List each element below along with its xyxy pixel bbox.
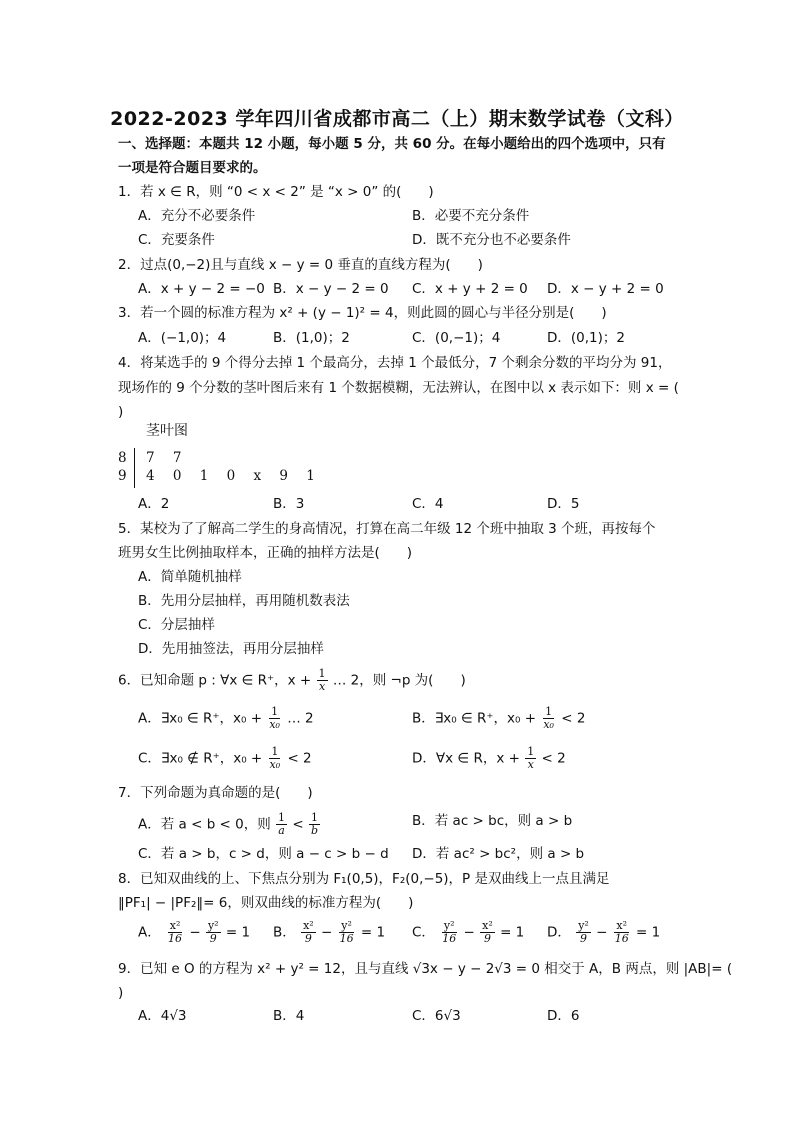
q7-a-frac1-num: 1 — [278, 811, 286, 824]
q4-line3: ) — [118, 404, 124, 420]
q8-b-pre: B． — [273, 924, 296, 941]
q8-a-d2: 9 — [209, 932, 217, 945]
q6-a-fraction — [267, 706, 282, 731]
q6-c-den: x₀ — [269, 758, 281, 771]
q8-option-b — [273, 920, 385, 945]
q7-option-a — [138, 812, 321, 837]
q1-option-d: D．既不充分也不必要条件 — [412, 232, 571, 248]
q8-option-d — [547, 920, 660, 945]
q8-c-frac2 — [480, 920, 495, 945]
q6-d-num: 1 — [527, 745, 535, 758]
q8-option-c — [412, 920, 524, 945]
q6-d-post: < 2 — [541, 750, 566, 767]
q8-d-d1: 9 — [580, 932, 588, 945]
q8-d-n1: y² — [578, 919, 589, 932]
q6-b-den: x₀ — [543, 718, 554, 731]
q8-b-frac1 — [301, 920, 316, 945]
q8-a-n2: y² — [207, 919, 219, 932]
q6-b-pre: B．∃x₀ ∈ R⁺，x₀ + — [412, 710, 537, 727]
q8-c-d2: 9 — [483, 932, 491, 945]
q5-line1: 5．某校为了了解高二学生的身高情况，打算在高二年级 12 个班中抽取 3 个班，再按每个 — [118, 521, 656, 537]
q6-option-c — [138, 746, 312, 771]
q8-d-minus: − — [596, 924, 608, 941]
q6-d-pre: D．∀x ∈ R，x + — [412, 750, 520, 767]
q8-b-n1: x² — [303, 919, 314, 932]
q7-a-pre: A．若 a < b < 0，则 — [138, 816, 271, 833]
q8-c-frac1 — [440, 920, 458, 945]
q8-b-eq: = 1 — [360, 924, 386, 941]
q8-b-frac2 — [338, 920, 356, 945]
q4-option-a: A．2 — [138, 496, 170, 512]
q6-stem-post: … 2，则 ¬p 为( ) — [332, 672, 466, 689]
q8-a-frac1 — [166, 920, 184, 945]
q7-a-frac2 — [309, 812, 320, 837]
q7-a-frac2-den: b — [310, 824, 318, 837]
q5-option-b: B．先用分层抽样，再用随机数表法 — [138, 593, 350, 609]
q8-a-n1: x² — [169, 919, 181, 932]
q8-a-d1: 16 — [168, 932, 183, 945]
q3-stem: 3．若一个圆的标准方程为 x² + (y − 1)² = 4，则此圆的圆心与半径分别是( ) — [118, 305, 607, 321]
q6-c-num: 1 — [271, 745, 279, 758]
stem-row2-stem: 9 — [118, 468, 134, 484]
q7-option-d: D．若 ac² > bc²，则 a > b — [412, 846, 585, 862]
q6-stem-fraction — [317, 668, 328, 693]
stem-leaf-divider — [134, 448, 135, 488]
q6-b-num: 1 — [545, 705, 553, 718]
q6-stem-frac-den: x — [318, 680, 326, 693]
q8-line1: 8．已知双曲线的上、下焦点分别为 F₁(0,5)，F₂(0,−5)，P 是双曲线上一点且满足 — [118, 871, 610, 887]
q4-option-c: C．4 — [412, 496, 444, 512]
q8-d-eq: = 1 — [636, 924, 661, 941]
q8-d-frac1 — [576, 920, 591, 945]
q8-c-d1: 16 — [442, 932, 457, 945]
q6-c-post: < 2 — [287, 750, 312, 767]
q6-b-fraction — [541, 706, 556, 731]
q2-option-d: D．x − y + 2 = 0 — [547, 281, 664, 297]
q5-option-a: A．简单随机抽样 — [138, 569, 242, 585]
q4-line2: 现场作的 9 个分数的茎叶图后来有 1 个数据模糊，无法辨认，在图中以 x 表示如下：则 x = ( — [118, 380, 679, 396]
q8-a-pre: A． — [138, 924, 161, 941]
q4-line1: 4．将某选手的 9 个得分去掉 1 个最高分，去掉 1 个最低分，7 个剩余分数的平均分为 91， — [118, 355, 672, 371]
q6-option-d — [412, 746, 566, 771]
q6-stem-pre: 6．已知命题 p : ∀x ∈ R⁺，x + — [118, 672, 312, 689]
q1-option-b: B．必要不充分条件 — [412, 208, 530, 224]
q1-option-a: A．充分不必要条件 — [138, 208, 256, 224]
q6-option-a — [138, 706, 314, 731]
q8-a-eq: = 1 — [225, 924, 251, 941]
stem-leaf-title: 茎叶图 — [146, 423, 188, 439]
section-heading-line2: 一项是符合题目要求的。 — [118, 160, 267, 176]
q8-d-n2: x² — [616, 919, 628, 932]
q2-stem: 2．过点(0,−2)且与直线 x − y = 0 垂直的直线方程为( ) — [118, 257, 483, 273]
q7-stem: 7．下列命题为真命题的是( ) — [118, 785, 313, 801]
q8-a-minus: − — [189, 924, 201, 941]
q4-option-d: D．5 — [547, 496, 580, 512]
q5-option-d: D．先用抽签法，再用分层抽样 — [138, 641, 324, 657]
q2-option-b: B．x − y − 2 = 0 — [273, 281, 389, 297]
q6-b-post: < 2 — [561, 710, 586, 727]
q8-c-eq: = 1 — [500, 924, 525, 941]
q1-option-c: C．充要条件 — [138, 232, 215, 248]
q9-option-b: B．4 — [273, 1008, 305, 1024]
q3-option-c: C．(0,−1)；4 — [412, 330, 501, 346]
q7-a-frac1-den: a — [278, 824, 285, 837]
q5-line2: 班男女生比例抽取样本，正确的抽样方法是( ) — [118, 545, 413, 561]
q8-c-n2: x² — [482, 919, 493, 932]
q2-option-c: C．x + y + 2 = 0 — [412, 281, 528, 297]
q4-option-b: B．3 — [273, 496, 305, 512]
q3-option-b: B．(1,0)；2 — [273, 330, 350, 346]
q8-b-minus: − — [320, 924, 333, 941]
q8-c-n1: y² — [443, 919, 455, 932]
q6-d-fraction — [525, 746, 536, 771]
q9-option-d: D．6 — [547, 1008, 580, 1024]
q8-b-n2: y² — [341, 919, 352, 932]
q7-option-c: C．若 a > b，c > d，则 a − c > b − d — [138, 846, 389, 862]
q7-option-b: B．若 ac > bc，则 a > b — [412, 813, 573, 829]
q8-d-frac2 — [613, 920, 631, 945]
q7-a-frac2-num: 1 — [310, 811, 318, 824]
q2-option-a: A．x + y − 2 = −0 — [138, 281, 265, 297]
q6-a-den: x₀ — [269, 718, 280, 731]
stem-row2-leaves: 4 0 1 0 x 9 1 — [146, 468, 322, 484]
q9-option-a: A．4√3 — [138, 1008, 187, 1024]
q8-c-pre: C． — [412, 924, 435, 941]
q6-c-pre: C．∃x₀ ∉ R⁺，x₀ + — [138, 750, 263, 767]
q6-c-fraction — [268, 746, 283, 771]
q8-a-frac2 — [206, 920, 221, 945]
q8-b-d1: 9 — [304, 932, 312, 945]
q3-option-d: D．(0,1)；2 — [547, 330, 625, 346]
page-title: 2022-2023 学年四川省成都市高二（上）期末数学试卷（文科） — [110, 108, 684, 130]
q3-option-a: A．(−1,0)；4 — [138, 330, 227, 346]
q8-option-a — [138, 920, 250, 945]
q8-d-d2: 16 — [614, 932, 629, 945]
q6-a-post: … 2 — [287, 710, 314, 727]
section-heading-line1: 一、选择题：本题共 12 小题，每小题 5 分，共 60 分。在每小题给出的四个选项中，只有 — [118, 136, 666, 152]
q8-line2: ‖PF₁| − |PF₂‖= 6，则双曲线的标准方程为( ) — [118, 895, 414, 911]
q6-option-b — [412, 706, 585, 731]
q6-a-num: 1 — [271, 705, 279, 718]
q7-a-frac1 — [276, 812, 287, 837]
q9-line1: 9．已知 e O 的方程为 x² + y² = 12，且与直线 √3x − y − 2√3 = 0 相交于 A，B 两点，则 |AB|= ( — [118, 961, 733, 977]
q5-option-c: C．分层抽样 — [138, 617, 215, 633]
q1-stem: 1．若 x ∈ R，则 “0 < x < 2” 是 “x > 0” 的( ) — [118, 184, 434, 200]
q7-a-mid: < — [292, 816, 304, 833]
q8-b-d2: 16 — [339, 932, 354, 945]
q9-line2: ) — [118, 985, 124, 1001]
stem-row1-stem: 8 — [118, 450, 134, 466]
q6-a-pre: A．∃x₀ ∈ R⁺，x₀ + — [138, 710, 263, 727]
stem-row1-leaves: 7 7 — [146, 450, 189, 466]
q6-stem — [118, 668, 466, 693]
q8-c-minus: − — [463, 924, 475, 941]
q8-d-pre: D． — [547, 924, 571, 941]
q6-d-den: x — [527, 758, 534, 771]
q6-stem-frac-num: 1 — [318, 667, 326, 680]
q9-option-c: C．6√3 — [412, 1008, 461, 1024]
